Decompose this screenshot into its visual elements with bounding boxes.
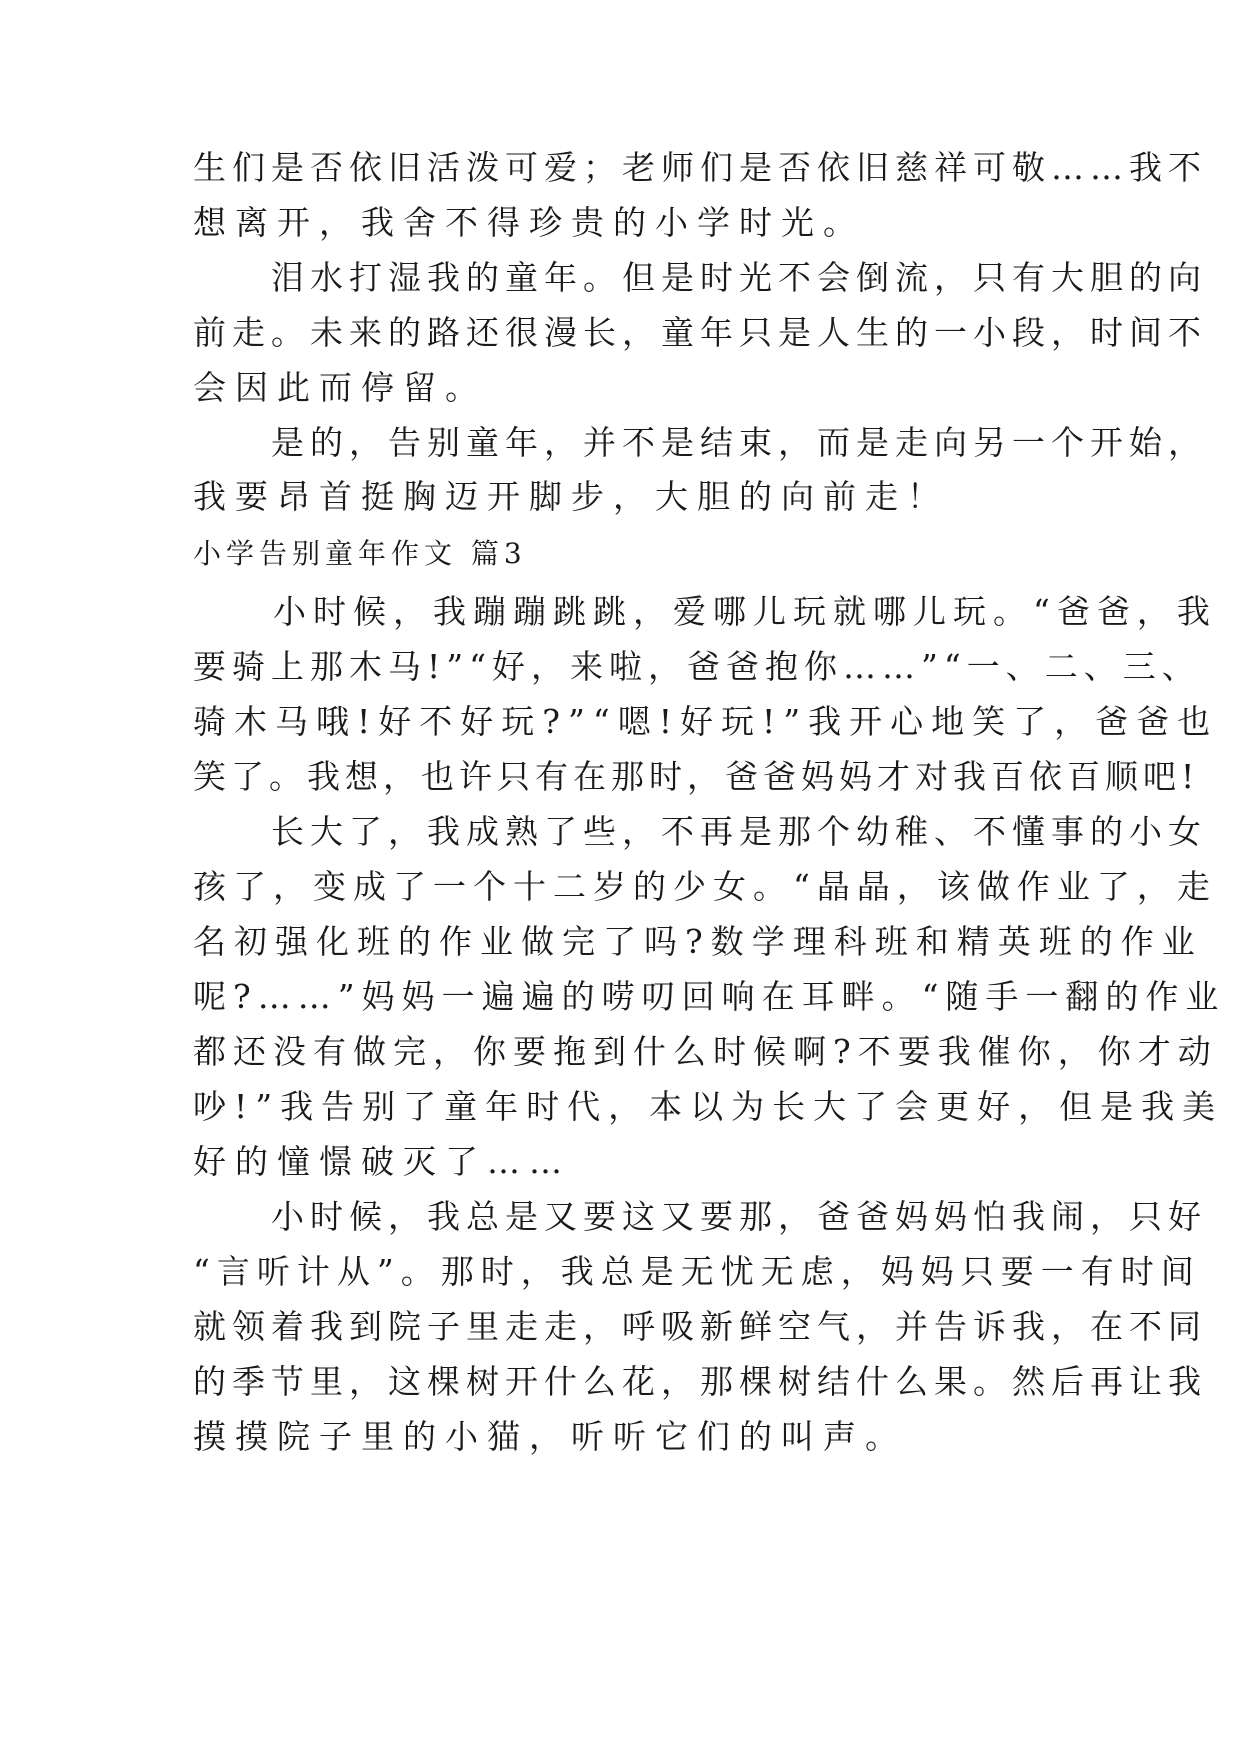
text-line: 呢?……”妈妈一遍遍的唠叨回响在耳畔。“随手一翻的作业	[193, 977, 1226, 1016]
text-line: 就领着我到院子里走走，呼吸新鲜空气，并告诉我，在不同	[193, 1307, 1207, 1346]
text-line: 摸摸院子里的小猫，听听它们的叫声。	[193, 1417, 907, 1456]
text-line: 骑木马哦!好不好玩?”“嗯!好玩!”我开心地笑了，爸爸也	[193, 702, 1219, 741]
text-line: 名初强化班的作业做完了吗?数学理科班和精英班的作业	[193, 922, 1203, 961]
text-line: 吵!”我告别了童年时代，本以为长大了会更好，但是我美	[193, 1087, 1224, 1126]
text-line: 笑了。我想，也许只有在那时，爸爸妈妈才对我百依百顺吧!	[193, 757, 1200, 796]
text-line: 小时候，我总是又要这又要那，爸爸妈妈怕我闹，只好	[193, 1197, 1207, 1236]
text-line: 孩了，变成了一个十二岁的少女。“晶晶，该做作业了，走	[193, 867, 1217, 906]
text-line: 泪水打湿我的童年。但是时光不会倒流，只有大胆的向	[193, 258, 1207, 297]
text-line: 要骑上那木马!”“好，来啦，爸爸抱你……”“一、二、三、	[193, 647, 1201, 686]
text-line: 小时候，我蹦蹦跳跳，爱哪儿玩就哪儿玩。“爸爸，我	[193, 592, 1217, 631]
text-line: 前走。未来的路还很漫长，童年只是人生的一小段，时间不	[193, 313, 1207, 352]
text-line: 是的，告别童年，并不是结束，而是走向另一个开始，	[193, 423, 1207, 462]
section-heading: 小学告别童年作文 篇3	[193, 537, 527, 570]
text-line: 都还没有做完，你要拖到什么时候啊?不要我催你，你才动	[193, 1032, 1218, 1071]
text-line: 长大了，我成熟了些，不再是那个幼稚、不懂事的小女	[193, 812, 1207, 851]
text-line: 生们是否依旧活泼可爱；老师们是否依旧慈祥可敬……我不	[193, 148, 1207, 187]
text-line: 的季节里，这棵树开什么花，那棵树结什么果。然后再让我	[193, 1362, 1207, 1401]
text-line: 想离开，我舍不得珍贵的小学时光。	[193, 203, 865, 242]
text-line: 会因此而停留。	[193, 368, 487, 407]
text-line: 我要昂首挺胸迈开脚步，大胆的向前走！	[193, 477, 949, 516]
text-line: “言听计从”。那时，我总是无忧无虑，妈妈只要一有时间	[193, 1252, 1201, 1291]
text-line: 好的憧憬破灭了……	[193, 1142, 571, 1181]
